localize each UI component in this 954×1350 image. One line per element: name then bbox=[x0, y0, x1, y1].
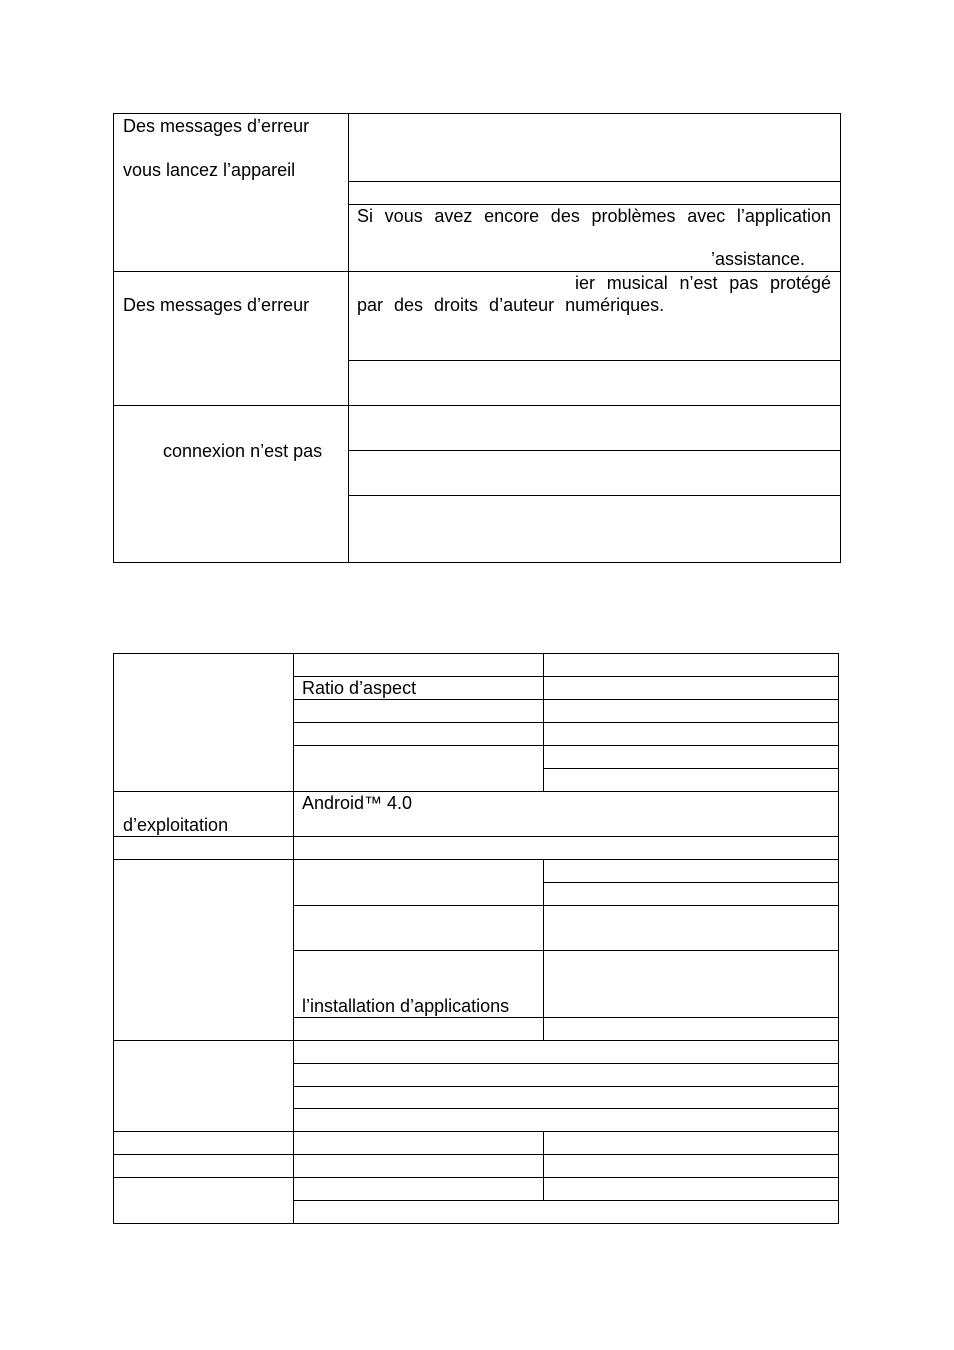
row3-problem: connexion n’est pas bbox=[163, 441, 323, 461]
display-sub1-cell bbox=[293, 653, 544, 677]
spec-row7-val-cell bbox=[543, 1154, 839, 1178]
table1-row1-solution2-cell bbox=[348, 181, 841, 205]
table1-row2-problem-cell bbox=[113, 271, 349, 406]
os-value: Android™ 4.0 bbox=[302, 793, 413, 813]
table1-row2-solution2-cell bbox=[348, 360, 841, 406]
table1-row3-solution2-cell bbox=[348, 450, 841, 496]
os-label: d’exploitation bbox=[123, 815, 229, 835]
storage-sub4-cell bbox=[293, 1017, 544, 1041]
display-sub4-cell bbox=[293, 722, 544, 746]
spec-row8-sub-cell bbox=[293, 1177, 544, 1201]
apps-install-label: l’installation d’applications bbox=[302, 996, 510, 1016]
display-val3-cell bbox=[543, 699, 839, 723]
aspect-ratio-label: Ratio d’aspect bbox=[302, 678, 417, 698]
spec-row3-label-cell bbox=[113, 836, 294, 860]
spec-row7-sub-cell bbox=[293, 1154, 544, 1178]
table1-row1-solution1-cell bbox=[348, 113, 841, 182]
display-label-cell bbox=[113, 653, 294, 792]
storage-sub1-cell bbox=[293, 859, 544, 906]
display-val6-cell bbox=[543, 768, 839, 792]
spec-row8-label-cell bbox=[113, 1177, 294, 1224]
storage-label-cell bbox=[113, 859, 294, 1041]
spec-row5-val3-cell bbox=[293, 1086, 839, 1109]
row1-problem-line1: Des messages d’erreur bbox=[123, 116, 310, 136]
table1-row3-solution3-cell bbox=[348, 495, 841, 563]
storage-val4-cell bbox=[543, 950, 839, 1018]
storage-val1-cell bbox=[543, 859, 839, 883]
spec-row5-val1-cell bbox=[293, 1040, 839, 1064]
table1-row3-solution1-cell bbox=[348, 405, 841, 451]
display-val2-cell bbox=[543, 676, 839, 700]
display-val5-cell bbox=[543, 745, 839, 769]
row1-problem-line2: vous lancez l’appareil bbox=[123, 160, 296, 180]
row2-problem: Des messages d’erreur bbox=[123, 295, 310, 315]
spec-row6-label-cell bbox=[113, 1131, 294, 1155]
spec-row3-value-cell bbox=[293, 836, 839, 860]
table1-row1-problem-cell bbox=[113, 113, 349, 272]
display-sub5-cell bbox=[293, 745, 544, 792]
row2-solution1-line1: ier musical n’est pas protégé bbox=[575, 273, 831, 293]
storage-val2-cell bbox=[543, 882, 839, 906]
spec-row5-label-cell bbox=[113, 1040, 294, 1132]
spec-row6-sub-cell bbox=[293, 1131, 544, 1155]
display-val4-cell bbox=[543, 722, 839, 746]
storage-val5-cell bbox=[543, 1017, 839, 1041]
spec-row5-val4-cell bbox=[293, 1108, 839, 1132]
row1-solution3-line2: ’assistance. bbox=[711, 249, 806, 269]
spec-row8-val2-cell bbox=[293, 1200, 839, 1224]
storage-val3-cell bbox=[543, 905, 839, 951]
spec-row5-val2-cell bbox=[293, 1063, 839, 1087]
table1-row3-problem-cell bbox=[113, 405, 349, 563]
display-sub3-cell bbox=[293, 699, 544, 723]
spec-row6-val-cell bbox=[543, 1131, 839, 1155]
spec-row7-label-cell bbox=[113, 1154, 294, 1178]
storage-sub2-cell bbox=[293, 905, 544, 951]
spec-row8-val-cell bbox=[543, 1177, 839, 1201]
display-val1-cell bbox=[543, 653, 839, 677]
row2-solution1-line2: par des droits d’auteur numériques. bbox=[357, 295, 665, 315]
row1-solution3-line1: Si vous avez encore des problèmes avec l’application bbox=[357, 206, 831, 226]
